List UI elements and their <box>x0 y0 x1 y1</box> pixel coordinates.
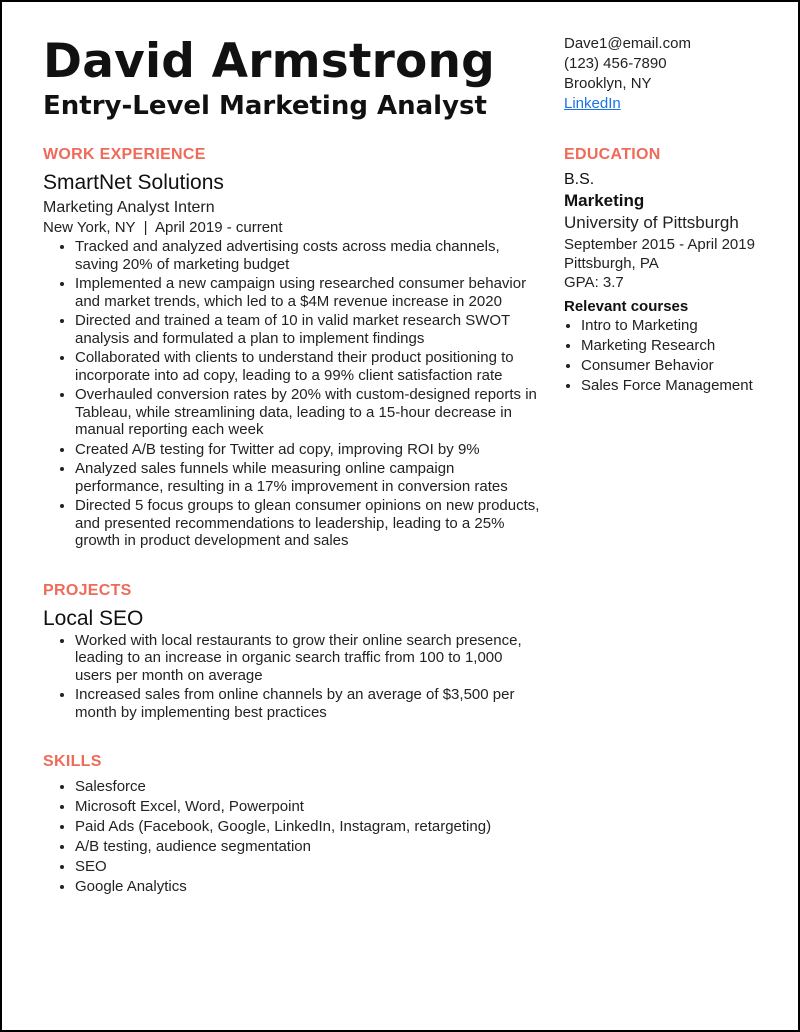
work-bullet: • Implemented a new campaign using researched consumer behavior and market trends, which led to a $4M revenue increase in 2020 <box>75 275 543 310</box>
right-column <box>564 146 774 397</box>
skills-heading: SKILLS <box>43 753 102 770</box>
work-bullet: • Tracked and analyzed advertising costs across media channels, saving 20% of marketing budget <box>75 238 543 273</box>
project-bullet: • Increased sales from online channels by an average of $3,500 per month by implementing best practices <box>75 686 543 721</box>
project-bullet: • Worked with local restaurants to grow their online search presence, leading to an increase in organic search traffic from 100 to 1,000 users per month on average <box>75 632 543 685</box>
linkedin-link[interactable]: LinkedIn <box>564 95 621 112</box>
job-meta: New York, NY | April 2019 - current <box>43 219 283 236</box>
work-bullet: • Created A/B testing for Twitter ad copy, improving ROI by 9% <box>75 441 543 459</box>
work-bullet: • Directed and trained a team of 10 in valid market research SWOT analysis and formulated a plan to implement findings <box>75 312 543 347</box>
work-bullet: • Directed 5 focus groups to glean consumer opinions on new products, and presented recommendations to leadership, leading to a 25% growth in product development and sales <box>75 497 543 550</box>
degree: B.S. <box>564 171 595 188</box>
course-item: • Marketing Research <box>581 337 774 354</box>
skill-item: • Salesforce <box>75 777 543 797</box>
resume-page <box>2 2 798 1030</box>
contact-email: Dave1@email.com <box>564 35 691 52</box>
course-item: • Consumer Behavior <box>581 357 774 374</box>
skill-item: • Microsoft Excel, Word, Powerpoint <box>75 797 543 817</box>
work-bullet: • Overhauled conversion rates by 20% with custom-designed reports in Tableau, while streamlining data, leading to a 15-hour decrease in manual reporting each week <box>75 386 543 439</box>
contact-block <box>564 34 691 114</box>
job-position: Marketing Analyst Intern <box>43 199 215 216</box>
skill-item: • Paid Ads (Facebook, Google, LinkedIn, Instagram, retargeting) <box>75 817 543 837</box>
work-bullet: • Collaborated with clients to understand their product positioning to incorporate into ad copy, leading to a 99% client satisfaction rate <box>75 349 543 384</box>
course-item: • Intro to Marketing <box>581 317 774 334</box>
courses-heading: Relevant courses <box>564 298 689 315</box>
gpa: GPA: 3.7 <box>564 274 624 291</box>
work-experience-heading: WORK EXPERIENCE <box>43 146 206 163</box>
candidate-name: David Armstrong <box>43 34 496 89</box>
contact-phone: (123) 456-7890 <box>564 55 667 72</box>
education-location: Pittsburgh, PA <box>564 255 659 272</box>
left-column <box>43 146 543 897</box>
company-name: SmartNet Solutions <box>43 171 224 194</box>
work-bullet: • Analyzed sales funnels while measuring online campaign performance, resulting in a 17% improvement in conversion rates <box>75 460 543 495</box>
projects-heading: PROJECTS <box>43 581 132 599</box>
major: Marketing <box>564 191 645 210</box>
project-name: Local SEO <box>43 606 144 630</box>
course-item: • Sales Force Management <box>581 377 774 394</box>
education-heading: EDUCATION <box>564 146 661 163</box>
skill-item: • SEO <box>75 857 543 877</box>
education-dates: September 2015 - April 2019 <box>564 236 755 253</box>
courses-list <box>564 317 774 394</box>
skills-list <box>43 777 543 897</box>
contact-location: Brooklyn, NY <box>564 75 652 92</box>
work-bullet-list <box>43 238 543 550</box>
skill-item: • A/B testing, audience segmentation <box>75 837 543 857</box>
candidate-title: Entry-Level Marketing Analyst <box>43 91 487 121</box>
school-name: University of Pittsburgh <box>564 213 739 232</box>
skill-item: • Google Analytics <box>75 877 543 897</box>
project-bullet-list <box>43 632 543 722</box>
